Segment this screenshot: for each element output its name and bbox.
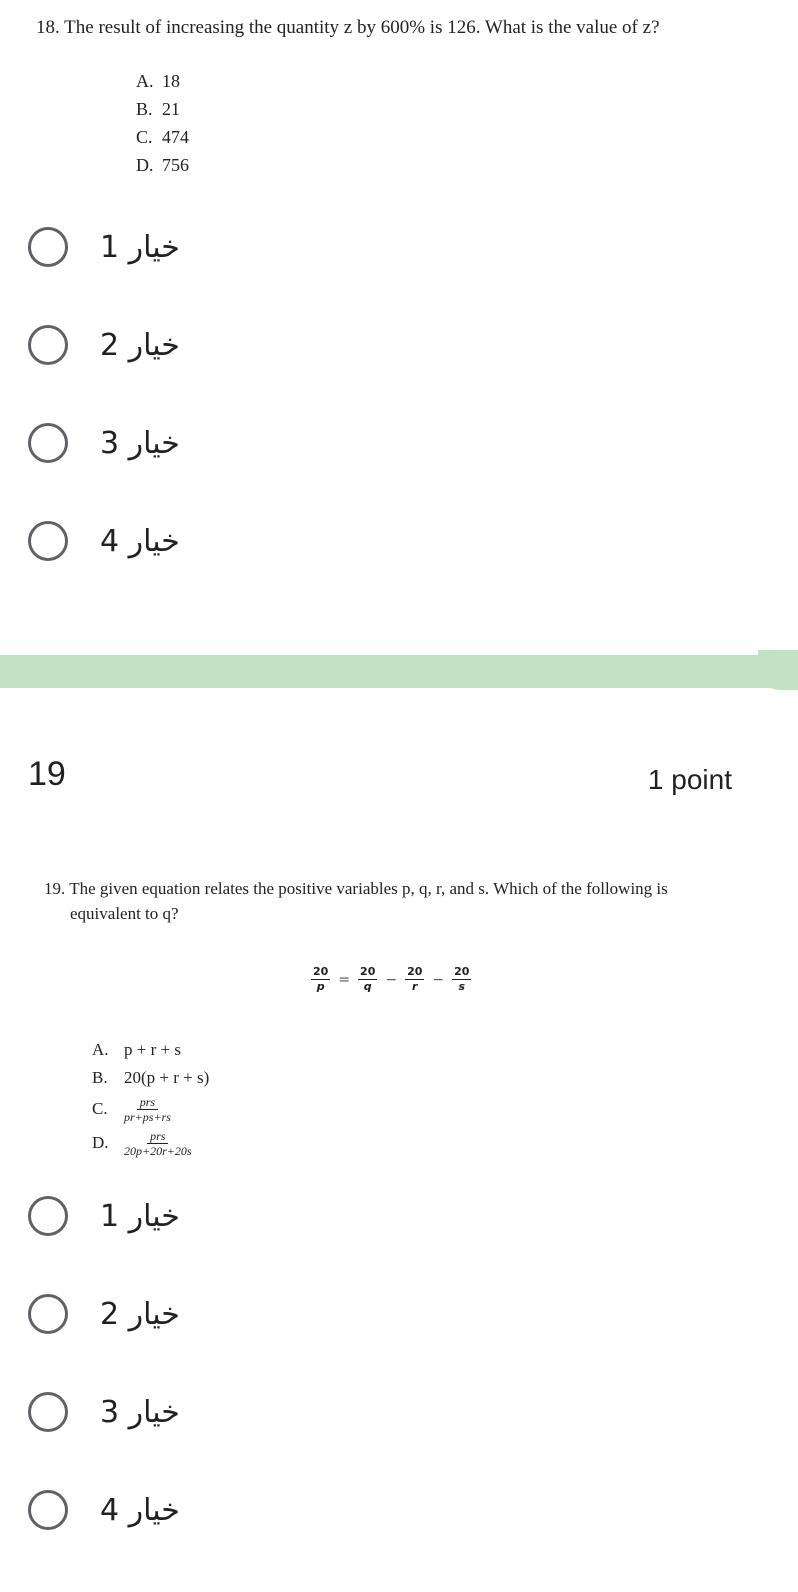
fraction-p: $\frac{20}{p}$	[313, 965, 329, 993]
q19-choices	[92, 1036, 209, 1160]
radio-button[interactable]	[28, 1392, 68, 1432]
option-label: خيار 3	[100, 1394, 180, 1430]
choice-d: D. prs 20p+20r+20s	[92, 1128, 192, 1158]
option-label: خيار 4	[100, 1492, 180, 1528]
q19-option-3[interactable]	[28, 1392, 180, 1432]
q19-option-2[interactable]	[28, 1294, 180, 1334]
option-label: خيار 1	[100, 229, 180, 265]
option-label: خيار 1	[100, 1198, 180, 1234]
radio-button[interactable]	[28, 227, 68, 267]
choice-d: D. 756	[136, 155, 189, 175]
fraction-r: $\frac{20}{r}$	[407, 965, 423, 993]
option-label: خيار 4	[100, 523, 180, 559]
section-divider	[0, 655, 798, 688]
option-label: خيار 3	[100, 425, 180, 461]
choice-a: A. p + r + s	[92, 1040, 181, 1059]
question-number: 19	[28, 755, 66, 793]
equals-sign: =	[338, 971, 351, 988]
option-label: خيار 2	[100, 327, 180, 363]
option-label: خيار 2	[100, 1296, 180, 1332]
q18-question-text: 18. The result of increasing the quantity z by 600% is 126. What is the value of z?	[36, 17, 660, 38]
minus-sign: −	[385, 971, 398, 988]
choice-a: A. 18	[136, 71, 180, 91]
fraction-q: $\frac{20}{q}$	[360, 965, 376, 993]
points-label: 1 point	[647, 764, 732, 795]
q18-option-4[interactable]	[28, 521, 180, 561]
radio-button[interactable]	[28, 325, 68, 365]
q19-option-1[interactable]	[28, 1196, 180, 1236]
q18-option-2[interactable]	[28, 325, 180, 365]
q18-option-1[interactable]	[28, 227, 180, 267]
q18-option-3[interactable]	[28, 423, 180, 463]
equation	[305, 965, 477, 994]
section-divider-corner	[758, 650, 798, 690]
minus-sign: −	[432, 971, 445, 988]
q18-choices	[136, 67, 189, 179]
q19-option-4[interactable]	[28, 1490, 180, 1530]
radio-button[interactable]	[28, 1294, 68, 1334]
fraction-s: $\frac{20}{s}$	[454, 965, 470, 993]
radio-button[interactable]	[28, 1196, 68, 1236]
choice-c: C. 474	[136, 127, 189, 147]
q19-question-text: 19. The given equation relates the positive variables p, q, r, and s. Which of the following is equivalent to q?	[44, 879, 668, 923]
choice-b: B. 21	[136, 99, 180, 119]
radio-button[interactable]	[28, 423, 68, 463]
radio-button[interactable]	[28, 1490, 68, 1530]
radio-button[interactable]	[28, 521, 68, 561]
choice-b: B. 20(p + r + s)	[92, 1068, 210, 1087]
choice-c: C. prs pr+ps+rs	[92, 1094, 171, 1124]
